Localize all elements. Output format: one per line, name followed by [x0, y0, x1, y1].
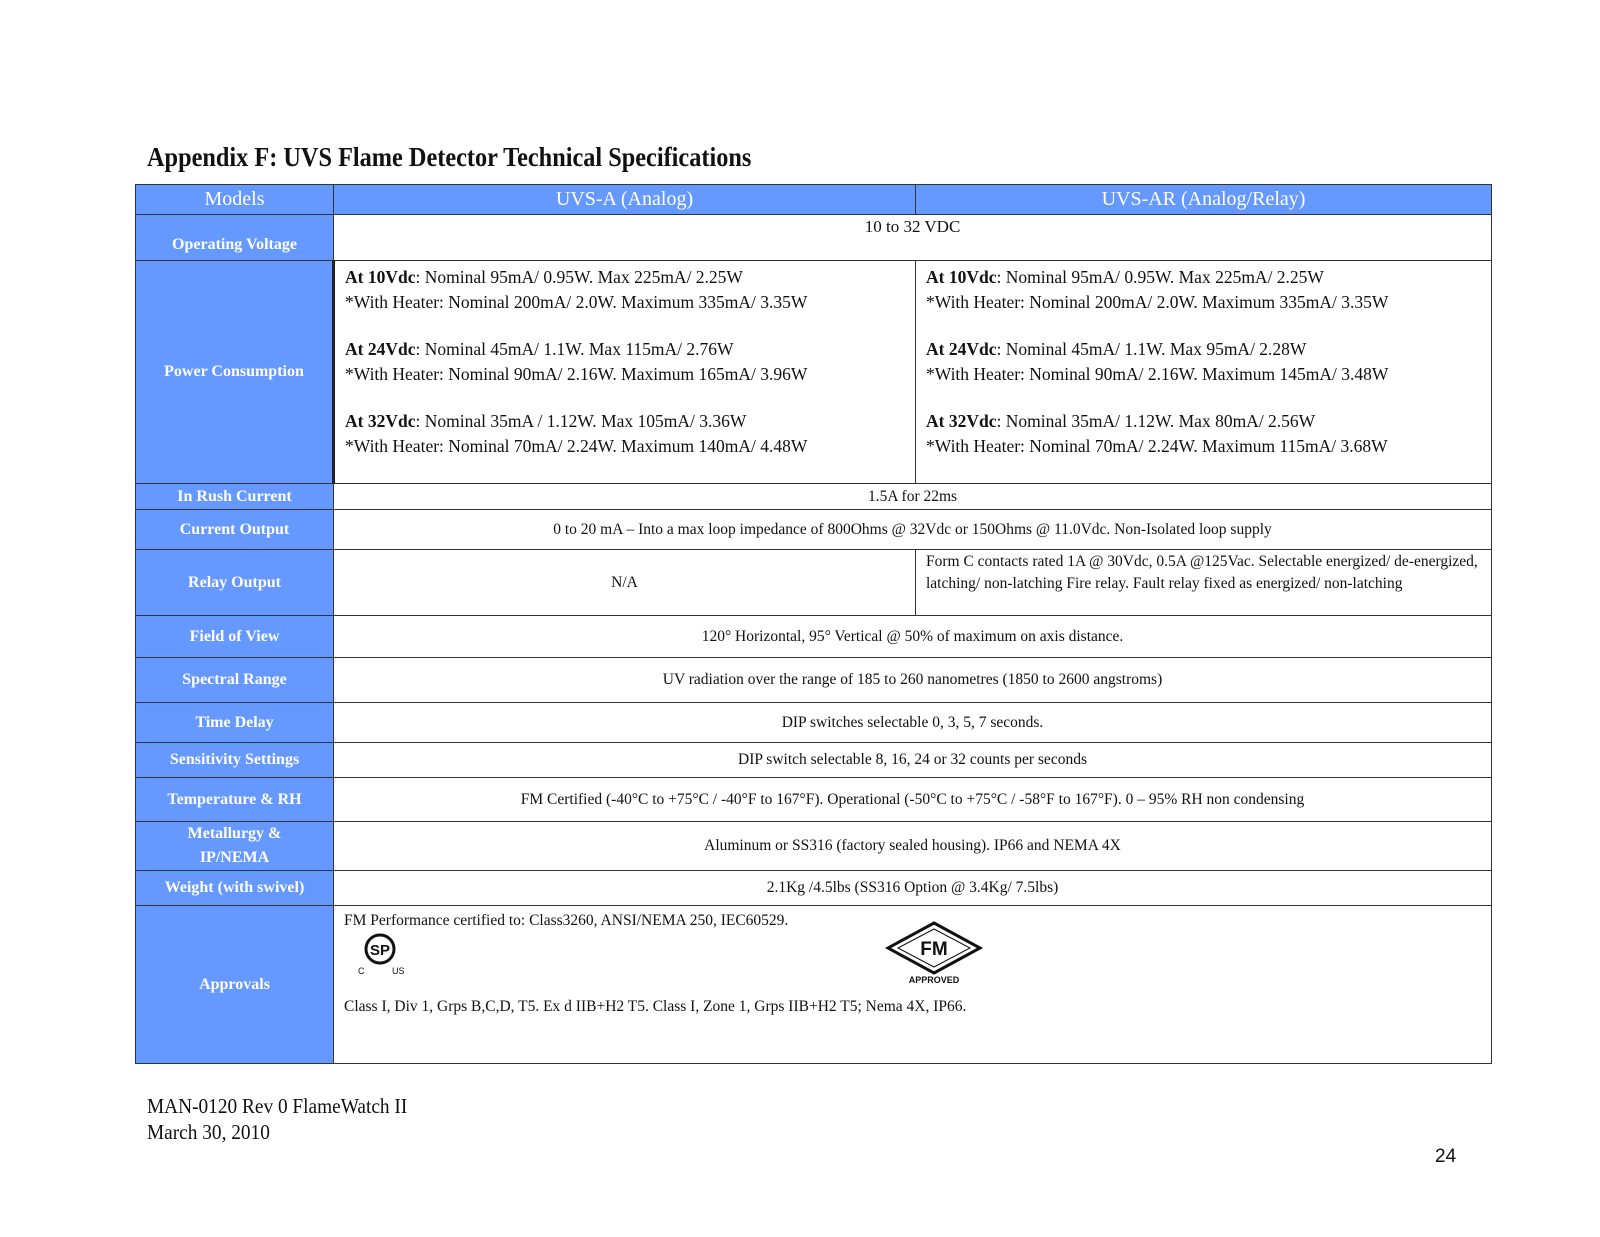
- approvals-line2: Class I, Div 1, Grps B,C,D, T5. Ex d IIB+H2 T5. Class I, Zone 1, Grps IIB+H2 T5; Nema 4X, IP66.: [344, 998, 967, 1015]
- fm-logo-center: FM: [920, 939, 948, 960]
- label-field-of-view: Field of View: [136, 616, 334, 658]
- value-operating-voltage: 10 to 32 VDC: [334, 215, 1492, 261]
- csa-logo-left: C: [358, 966, 365, 976]
- value-power-uvs-a: [334, 261, 916, 484]
- value-field-of-view: 120° Horizontal, 95° Vertical @ 50% of maximum on axis distance.: [334, 616, 1492, 658]
- value-time-delay: DIP switches selectable 0, 3, 5, 7 seconds.: [334, 703, 1492, 743]
- label-spectral-range: Spectral Range: [136, 658, 334, 703]
- row-time-delay: [136, 703, 1492, 743]
- value-current-output: 0 to 20 mA – Into a max loop impedance of 800Ohms @ 32Vdc or 150Ohms @ 11.0Vdc. Non-Isolated loop supply: [334, 510, 1492, 550]
- approvals-line1: FM Performance certified to: Class3260, ANSI/NEMA 250, IEC60529.: [344, 912, 789, 929]
- footer-date: March 30, 2010: [147, 1120, 270, 1144]
- label-line2: IP/NEMA: [199, 849, 270, 866]
- label-text: Operating Voltage: [172, 235, 297, 253]
- power-voltage-label: At 24Vdc: [926, 339, 997, 359]
- power-heater: *With Heater: Nominal 90mA/ 2.16W. Maximum 145mA/ 3.48W: [926, 364, 1389, 384]
- power-group-24v: [345, 337, 905, 387]
- value-spectral-range: UV radiation over the range of 185 to 260 nanometres (1850 to 2600 angstroms): [334, 658, 1492, 703]
- header-uvs-ar: UVS-AR (Analog/Relay): [916, 185, 1492, 215]
- row-in-rush-current: [136, 484, 1492, 510]
- power-group-10v: [926, 265, 1481, 315]
- label-time-delay: Time Delay: [136, 703, 334, 743]
- value-metallurgy: Aluminum or SS316 (factory sealed housing). IP66 and NEMA 4X: [334, 822, 1492, 871]
- csa-logo-right: US: [392, 966, 405, 976]
- row-spectral-range: [136, 658, 1492, 703]
- power-group-32v: [345, 409, 905, 459]
- power-nominal: : Nominal 95mA/ 0.95W. Max 225mA/ 2.25W: [996, 267, 1324, 287]
- power-group-10v: [345, 265, 905, 315]
- power-voltage-label: At 24Vdc: [345, 339, 416, 359]
- row-power-consumption: [136, 261, 1492, 484]
- power-nominal: : Nominal 45mA/ 1.1W. Max 115mA/ 2.76W: [415, 339, 734, 359]
- value-approvals: [334, 906, 1492, 1064]
- csa-logo-center: SP: [369, 942, 391, 959]
- label-weight: Weight (with swivel): [136, 871, 334, 906]
- label-relay-output: Relay Output: [136, 550, 334, 616]
- power-voltage-label: At 10Vdc: [345, 267, 416, 287]
- row-field-of-view: [136, 616, 1492, 658]
- spec-table: [135, 184, 1492, 1064]
- power-nominal: : Nominal 35mA/ 1.12W. Max 80mA/ 2.56W: [996, 411, 1316, 431]
- row-weight: [136, 871, 1492, 906]
- power-heater: *With Heater: Nominal 90mA/ 2.16W. Maximum 165mA/ 3.96W: [345, 364, 808, 384]
- value-weight: 2.1Kg /4.5lbs (SS316 Option @ 3.4Kg/ 7.5lbs): [334, 871, 1492, 906]
- value-relay-uvs-ar: Form C contacts rated 1A @ 30Vdc, 0.5A @125Vac. Selectable energized/ de-energized, latching/ non-latching Fire relay. Fault relay fixed as energized/ non-latching: [916, 550, 1492, 616]
- power-group-24v: [926, 337, 1481, 387]
- fm-logo-caption: APPROVED: [908, 975, 960, 984]
- row-current-output: [136, 510, 1492, 550]
- label-operating-voltage: [136, 215, 334, 261]
- label-power-consumption: Power Consumption: [136, 261, 334, 484]
- row-metallurgy: [136, 822, 1492, 871]
- power-heater: *With Heater: Nominal 70mA/ 2.24W. Maximum 115mA/ 3.68W: [926, 436, 1388, 456]
- header-row: [136, 185, 1492, 215]
- power-voltage-label: At 32Vdc: [345, 411, 416, 431]
- fm-approved-logo-icon: [884, 920, 984, 984]
- power-heater: *With Heater: Nominal 200mA/ 2.0W. Maximum 335mA/ 3.35W: [926, 292, 1389, 312]
- label-metallurgy: [136, 822, 334, 871]
- value-relay-uvs-a: N/A: [334, 550, 916, 616]
- power-heater: *With Heater: Nominal 70mA/ 2.24W. Maximum 140mA/ 4.48W: [345, 436, 808, 456]
- label-sensitivity-settings: Sensitivity Settings: [136, 743, 334, 778]
- label-line1: Metallurgy &: [187, 825, 282, 842]
- footer: [147, 1093, 407, 1145]
- power-voltage-label: At 32Vdc: [926, 411, 997, 431]
- power-heater: *With Heater: Nominal 200mA/ 2.0W. Maximum 335mA/ 3.35W: [345, 292, 808, 312]
- row-approvals: [136, 906, 1492, 1064]
- label-approvals: Approvals: [136, 906, 334, 1064]
- label-in-rush-current: In Rush Current: [136, 484, 334, 510]
- power-nominal: : Nominal 35mA / 1.12W. Max 105mA/ 3.36W: [415, 411, 747, 431]
- power-nominal: : Nominal 45mA/ 1.1W. Max 95mA/ 2.28W: [996, 339, 1307, 359]
- power-group-32v: [926, 409, 1481, 459]
- row-sensitivity-settings: [136, 743, 1492, 778]
- csa-logo-icon: [356, 932, 408, 976]
- row-temperature-rh: [136, 778, 1492, 822]
- power-voltage-label: At 10Vdc: [926, 267, 997, 287]
- power-nominal: : Nominal 95mA/ 0.95W. Max 225mA/ 2.25W: [415, 267, 743, 287]
- header-uvs-a: UVS-A (Analog): [334, 185, 916, 215]
- row-operating-voltage: [136, 215, 1492, 261]
- page-title: Appendix F: UVS Flame Detector Technical Specifications: [147, 142, 752, 172]
- footer-doc-id: MAN-0120 Rev 0 FlameWatch II: [147, 1094, 408, 1118]
- value-sensitivity-settings: DIP switch selectable 8, 16, 24 or 32 counts per seconds: [334, 743, 1492, 778]
- label-temperature-rh: Temperature & RH: [136, 778, 334, 822]
- label-current-output: Current Output: [136, 510, 334, 550]
- header-models: Models: [136, 185, 334, 215]
- page-number: 24: [1435, 1146, 1457, 1167]
- value-temperature-rh: FM Certified (-40°C to +75°C / -40°F to 167°F). Operational (-50°C to +75°C / -58°F to 167°F). 0 – 95% RH non condensing: [334, 778, 1492, 822]
- row-relay-output: [136, 550, 1492, 616]
- value-power-uvs-ar: [916, 261, 1492, 484]
- value-in-rush-current: 1.5A for 22ms: [334, 484, 1492, 510]
